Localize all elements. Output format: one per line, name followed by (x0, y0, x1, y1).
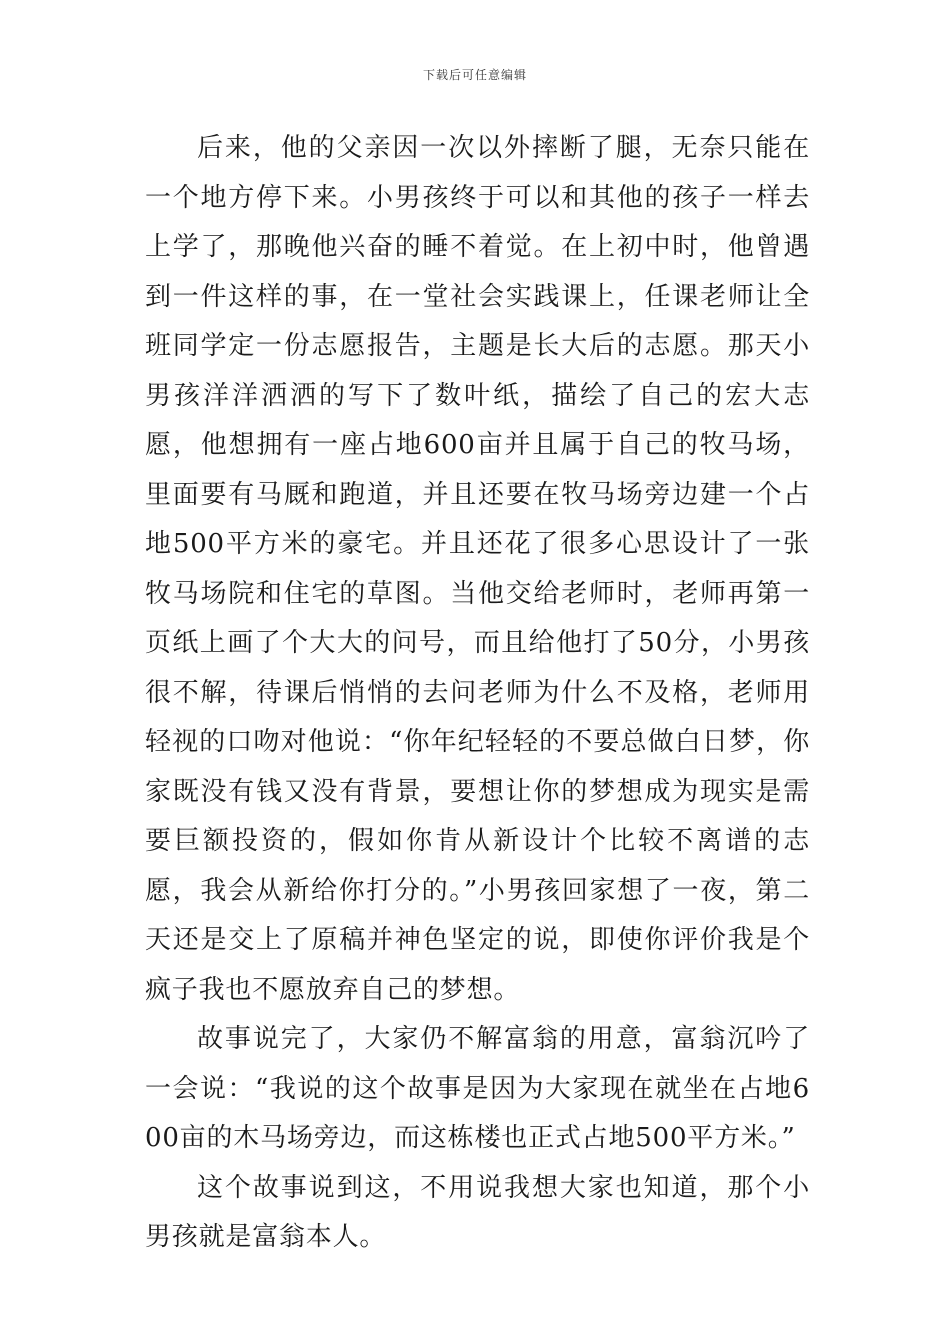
page-header-note: 下载后可任意编辑 (422, 68, 527, 82)
paragraph-father-injury-story: 后来，他的父亲因一次以外摔断了腿，无奈只能在一个地方停下来。小男孩终于可以和其他的孩子一样去上学了，那晚他兴奋的睡不着觉。在上初中时，他曾遇到一件这样的事，在一堂社会实践课上，任课老师让全班同学定一份志愿报告，主题是长大后的志愿。那天小男孩洋洋洒洒的写下了数叶纸，描绘了自己的宏大志愿，他想拥有一座占地600亩并且属于自己的牧马场，里面要有马厩和跑道，并且还要在牧马场旁边建一个占地500平方米的豪宅。并且还花了很多心思设计了一张牧马场院和住宅的草图。当他交给老师时，老师再第一页纸上画了个大大的问号，而且给他打了50分，小男孩很不解，待课后悄悄的去问老师为什么不及格，老师用轻视的口吻对他说：“你年纪轻轻的不要总做白日梦，你家既没有钱又没有背景，要想让你的梦想成为现实是需要巨额投资的，假如你肯从新设计个比较不离谱的志愿，我会从新给你打分的。”小男孩回家想了一夜，第二天还是交上了原稿并神色坚定的说，即使你评价我是个疯子我也不愿放弃自己的梦想。 (145, 133, 810, 1005)
document-body (145, 124, 810, 1263)
paragraph-conclusion: 这个故事说到这，不用说我想大家也知道，那个小男孩就是富翁本人。 (145, 1172, 810, 1252)
paragraph-story-reveal: 故事说完了，大家仍不解富翁的用意，富翁沉吟了一会说：“我说的这个故事是因为大家现在就坐在占地600亩的木马场旁边，而这栋楼也正式占地500平方米。” (145, 1024, 810, 1153)
